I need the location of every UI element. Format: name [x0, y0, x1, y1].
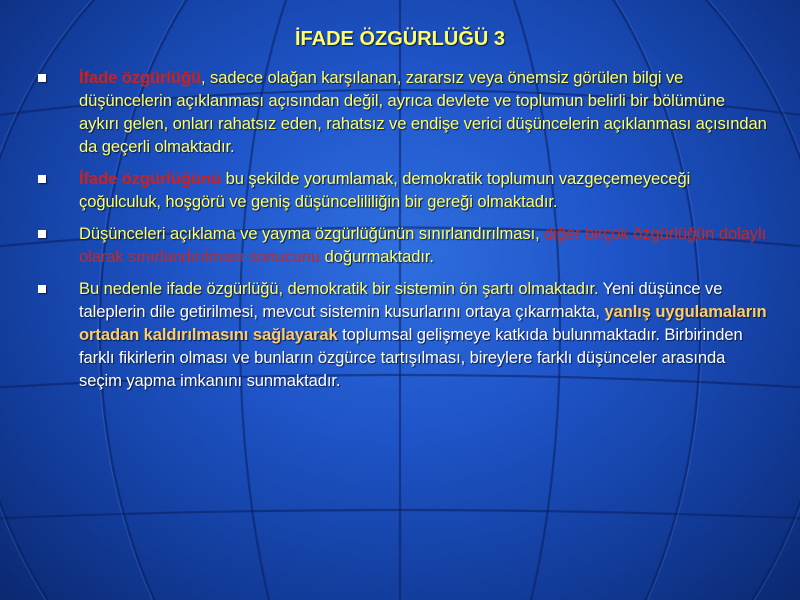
- bullet-item: [38, 277, 768, 392]
- bullet-item: [38, 222, 768, 268]
- bullet-text-segment: doğurmaktadır.: [320, 247, 434, 266]
- bullet-text-segment: diğer birçok özgürlüğün dolaylı olarak sınırlandırılması sonucunu: [79, 224, 767, 266]
- bullet-text-segment: yanlış uygulamaların ortadan kaldırılmasını sağlayarak: [79, 302, 767, 344]
- bullet-square-icon: [38, 74, 46, 82]
- bullet-square-icon: [38, 175, 46, 183]
- bullet-text-segment: Bu nedenle ifade özgürlüğü, demokratik bir sistemin ön şartı olmaktadır.: [79, 279, 599, 298]
- bullet-item: [38, 167, 768, 213]
- bullet-text-segment: İfade özgürlüğü: [79, 68, 202, 87]
- bullet-list: [38, 66, 768, 401]
- bullet-text-segment: Düşünceleri açıklama ve yayma özgürlüğünün sınırlandırılması,: [79, 224, 545, 243]
- bullet-text-segment: bu şekilde yorumlamak, demokratik toplumun vazgeçemeyeceği çoğulculuk, hoşgörü ve geniş düşüncelililiğin bir gereği olmaktadır.: [79, 169, 691, 211]
- bullet-square-icon: [38, 285, 46, 293]
- bullet-square-icon: [38, 230, 46, 238]
- bullet-text-segment: Yeni düşünce ve taleplerin dile getirilmesi, mevcut sistemin kusurlarını ortaya çıkarmakta,: [79, 279, 723, 321]
- bullet-text-segment: , sadece olağan karşılanan, zararsız veya önemsiz görülen bilgi ve düşüncelerin açıklanması açısından değil, ayrıca devlete ve toplumun belirli bir bölümüne aykırı gelen, onları rahatsız eden, rahatsız ve endişe verici düşüncelerin açıklanması açısından da geçerli olmaktadır.: [79, 68, 767, 156]
- slide-title: İFADE ÖZGÜRLÜĞÜ 3: [294, 28, 505, 50]
- bullet-text-segment: İfade özgürlüğünü: [79, 169, 222, 188]
- bullet-item: [38, 66, 768, 158]
- bullet-text-segment: toplumsal gelişmeye katkıda bulunmaktadır. Birbirinden farklı fikirlerin olması ve bunların özgürce tartışılması, bireylere farklı düşünceler arasında seçim yapma imkanını sunmaktadır.: [79, 325, 743, 390]
